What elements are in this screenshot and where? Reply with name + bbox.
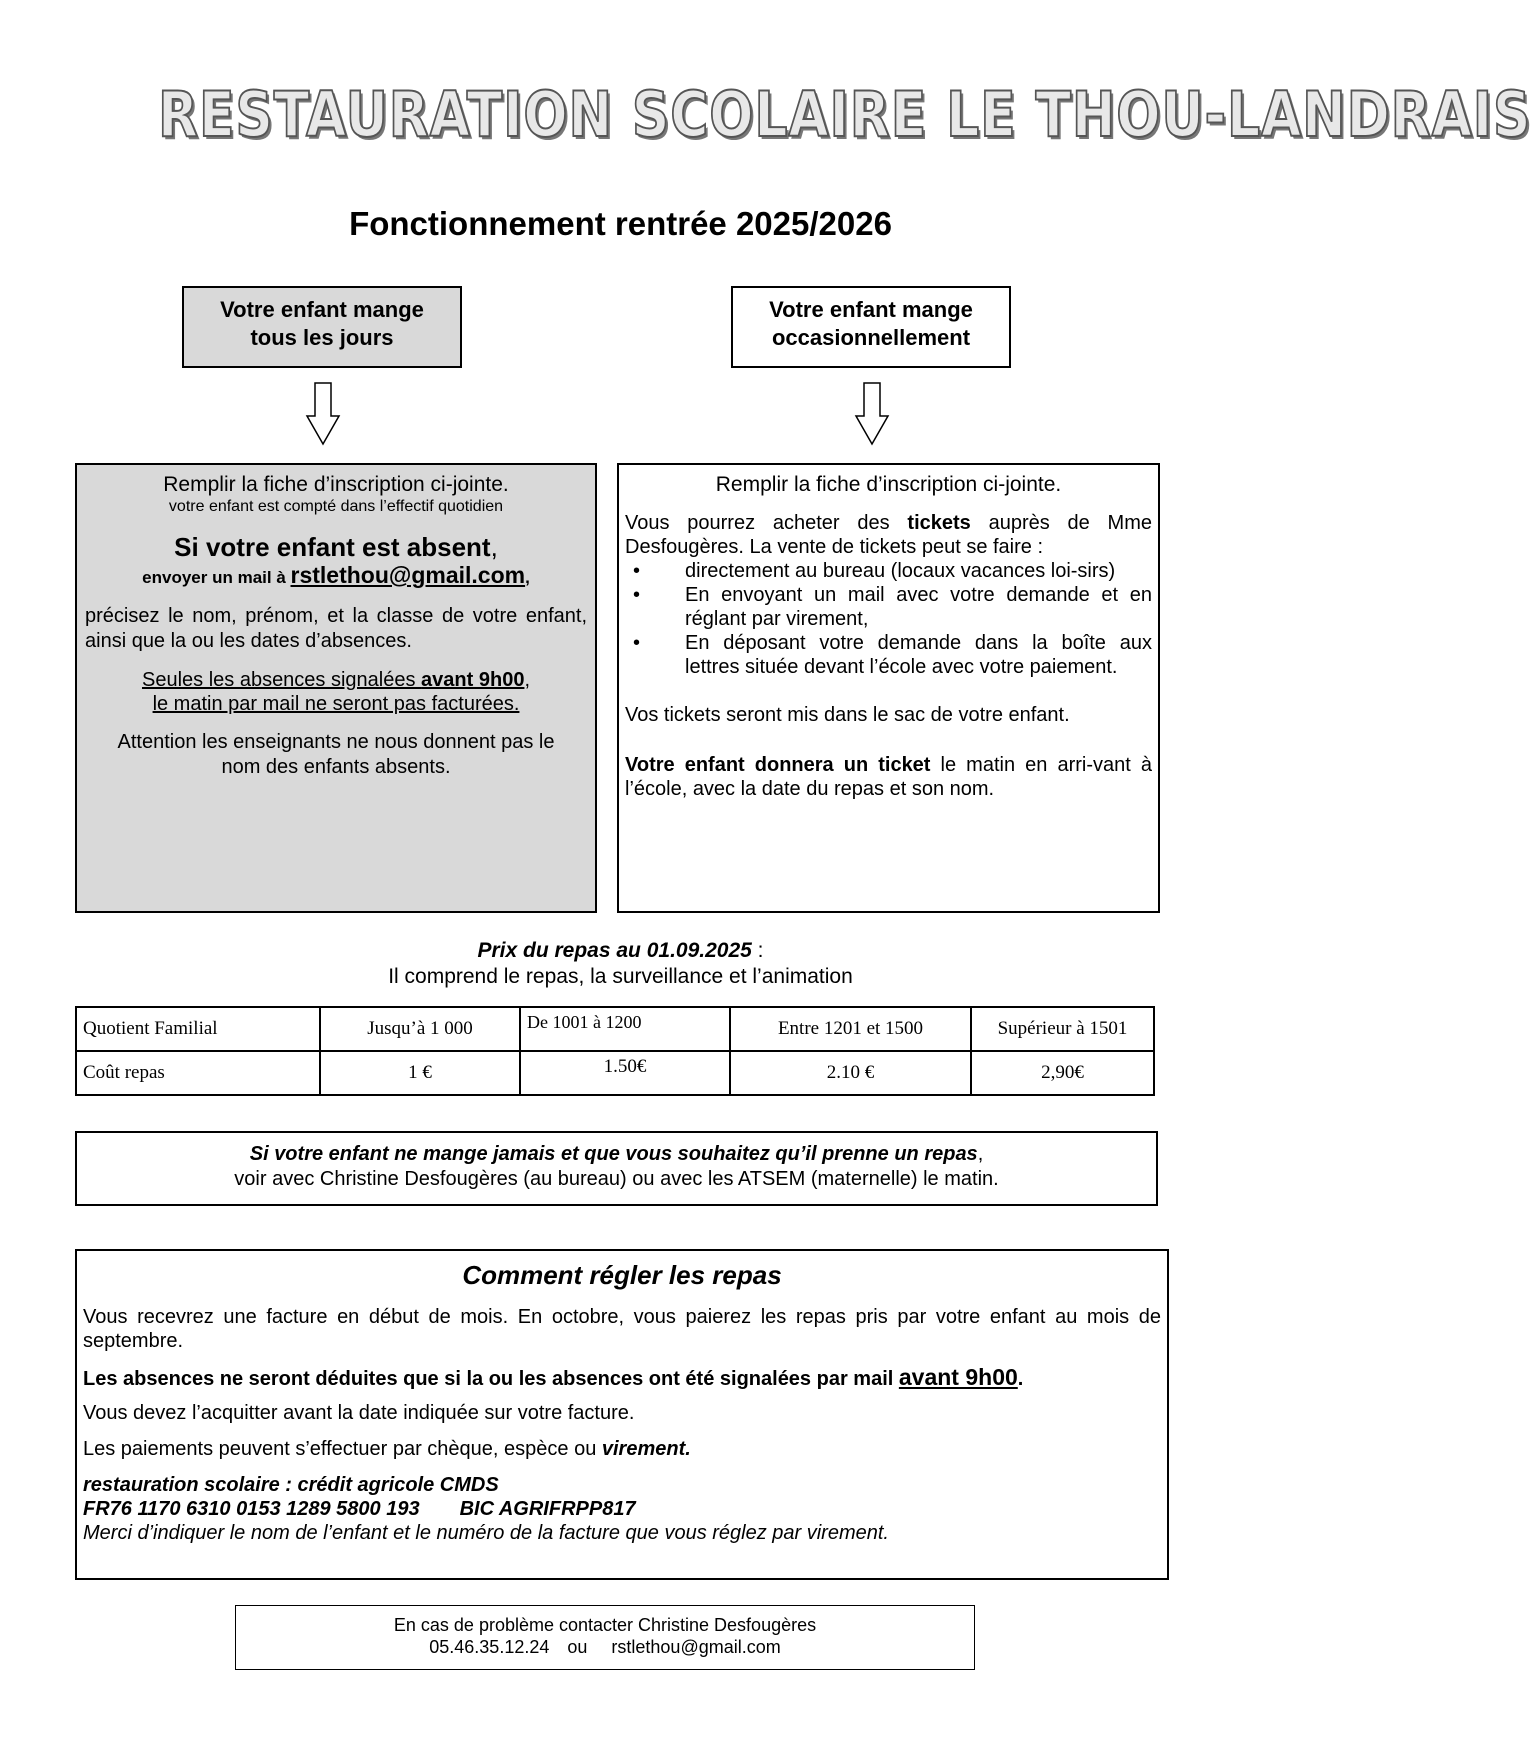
absent-notice-comma: , — [524, 669, 530, 691]
table-cell: Entre 1201 et 1500 — [730, 1007, 971, 1051]
daily-form-instruction: Remplir la fiche d’inscription ci-jointe. — [163, 473, 509, 496]
price-includes: Il comprend le repas, la surveillance et l’animation — [388, 965, 853, 988]
payment-title: Comment régler les repas — [462, 1260, 782, 1290]
absent-email-link[interactable]: rstlethou@gmail.com — [290, 562, 526, 588]
list-item: • directement au bureau (locaux vacances loi-sirs) — [625, 559, 1152, 583]
absent-notice-d: le matin par mail ne seront pas facturées. — [152, 693, 520, 715]
page-subtitle: Fonctionnement rentrée 2025/2026 — [349, 205, 892, 242]
payment-absences-period: . — [1017, 1368, 1024, 1390]
occasional-form-instruction: Remplir la fiche d’inscription ci-jointe. — [715, 473, 1062, 496]
table-cell: 1 € — [320, 1051, 520, 1095]
table-cell: 1.50€ — [520, 1051, 730, 1095]
absent-mail-prefix: envoyer un mail à — [142, 568, 291, 587]
contact-box — [235, 1605, 975, 1670]
tickets-give-note — [625, 753, 1152, 801]
table-cell: Coût repas — [76, 1051, 320, 1095]
bank-name: restauration scolaire : crédit agricole CMDS — [83, 1474, 499, 1496]
contact-phone: 05.46.35.12.24 — [429, 1637, 550, 1657]
absent-mail-comma: , — [525, 568, 530, 587]
daily-panel — [75, 463, 597, 913]
contact-line1: En cas de problème contacter Christine Desfougères — [393, 1615, 817, 1635]
absent-mail-line — [85, 563, 587, 590]
absent-details: précisez le nom, prénom, et la classe de votre enfant, ainsi que la ou les dates d’absences. — [85, 605, 587, 652]
payment-absences-deadline: avant 9h00 — [898, 1364, 1018, 1390]
tickets-intro-b: tickets — [907, 512, 971, 534]
list-item: • En déposant votre demande dans la boîte aux lettres située devant l’école avec votre paiement. — [625, 631, 1152, 679]
choice-occasional — [731, 286, 1011, 368]
absent-heading-text: Si votre enfant est absent — [174, 532, 491, 562]
absent-notice-a: Seules les absences signalées — [141, 669, 422, 691]
price-table — [75, 1006, 1155, 1096]
absent-notice-deadline: avant 9h00 — [421, 669, 525, 691]
payment-due-note: Vous devez l’acquitter avant la date indiquée sur votre facture. — [83, 1402, 635, 1424]
table-cell: 2.10 € — [730, 1051, 971, 1095]
price-heading-colon: : — [751, 939, 764, 962]
never-eats-line1-comma: , — [977, 1143, 984, 1165]
payment-box — [75, 1249, 1169, 1580]
never-eats-line1 — [77, 1142, 1156, 1167]
choice-daily-line2: tous les jours — [250, 325, 394, 350]
absent-warning: Attention les enseignants ne nous donnent pas le nom des enfants absents. — [117, 731, 555, 778]
table-cell: Quotient Familial — [76, 1007, 320, 1051]
tickets-methods-list — [625, 559, 1152, 679]
choice-occasional-line1: Votre enfant mange — [769, 297, 973, 322]
table-cell: De 1001 à 1200 — [520, 1007, 730, 1051]
arrow-down-icon — [855, 382, 889, 446]
never-eats-line2: voir avec Christine Desfougères (au bureau) ou avec les ATSEM (maternelle) le matin. — [234, 1168, 999, 1190]
never-eats-line1-text: Si votre enfant ne mange jamais et que vous souhaitez qu’il prenne un repas — [249, 1143, 978, 1165]
tickets-give-a: Votre enfant donnera un ticket — [625, 754, 931, 776]
absent-heading — [85, 531, 587, 563]
table-cell: Jusqu’à 1 000 — [320, 1007, 520, 1051]
absent-heading-comma: , — [490, 532, 498, 562]
payment-invoice-note: Vous recevrez une facture en début de mois. En octobre, vous paierez les repas pris par votre enfant au mois de septembre. — [83, 1306, 1161, 1352]
tickets-intro-a: Vous pourrez acheter des — [625, 512, 908, 534]
table-cell: 2,90€ — [971, 1051, 1154, 1095]
tickets-intro — [625, 511, 1152, 559]
price-heading — [0, 938, 1241, 964]
contact-line2 — [236, 1636, 974, 1658]
tickets-bag-note: Vos tickets seront mis dans le sac de votre enfant. — [625, 704, 1070, 726]
contact-email[interactable]: rstlethou@gmail.com — [611, 1637, 781, 1657]
table-cell: Supérieur à 1501 — [971, 1007, 1154, 1051]
table-row — [76, 1007, 1154, 1051]
daily-count-note: votre enfant est compté dans l’effectif quotidien — [168, 498, 504, 515]
absent-notice — [85, 668, 587, 716]
never-eats-box — [75, 1131, 1158, 1206]
bank-details — [83, 1497, 1161, 1521]
arrow-down-icon — [306, 382, 340, 446]
page-banner: RESTAURATION SCOLAIRE LE THOU-LANDRAIS — [158, 78, 1531, 151]
payment-absences-note — [83, 1365, 1161, 1391]
bank-iban: FR76 1170 6310 0153 1289 5800 193 — [83, 1498, 420, 1520]
payment-methods-transfer: virement. — [601, 1438, 691, 1460]
tickets-intro-c: auprès de Mme Desfougères. La vente de tickets peut se faire : — [625, 512, 1152, 558]
bank-note: Merci d’indiquer le nom de l’enfant et le numéro de la facture que vous réglez par virement. — [83, 1522, 889, 1544]
list-item: • En envoyant un mail avec votre demande et en réglant par virement, — [625, 583, 1152, 631]
payment-methods-a: Les paiements peuvent s’effectuer par chèque, espèce ou — [83, 1438, 602, 1460]
tickets-give-b: le matin en arri-vant à l’école, avec la date du repas et son nom. — [625, 754, 1152, 800]
price-heading-text: Prix du repas au 01.09.2025 — [477, 939, 752, 962]
payment-methods-note — [83, 1437, 1161, 1461]
bank-bic: BIC AGRIFRPP817 — [459, 1498, 636, 1520]
payment-absences-a: Les absences ne seront déduites que si la ou les absences ont été signalées par mail — [83, 1368, 899, 1390]
table-row — [76, 1051, 1154, 1095]
choice-occasional-line2: occasionnellement — [771, 325, 971, 350]
contact-or: ou — [567, 1637, 588, 1657]
occasional-panel — [617, 463, 1160, 913]
choice-daily-line1: Votre enfant mange — [220, 297, 424, 322]
choice-daily — [182, 286, 462, 368]
